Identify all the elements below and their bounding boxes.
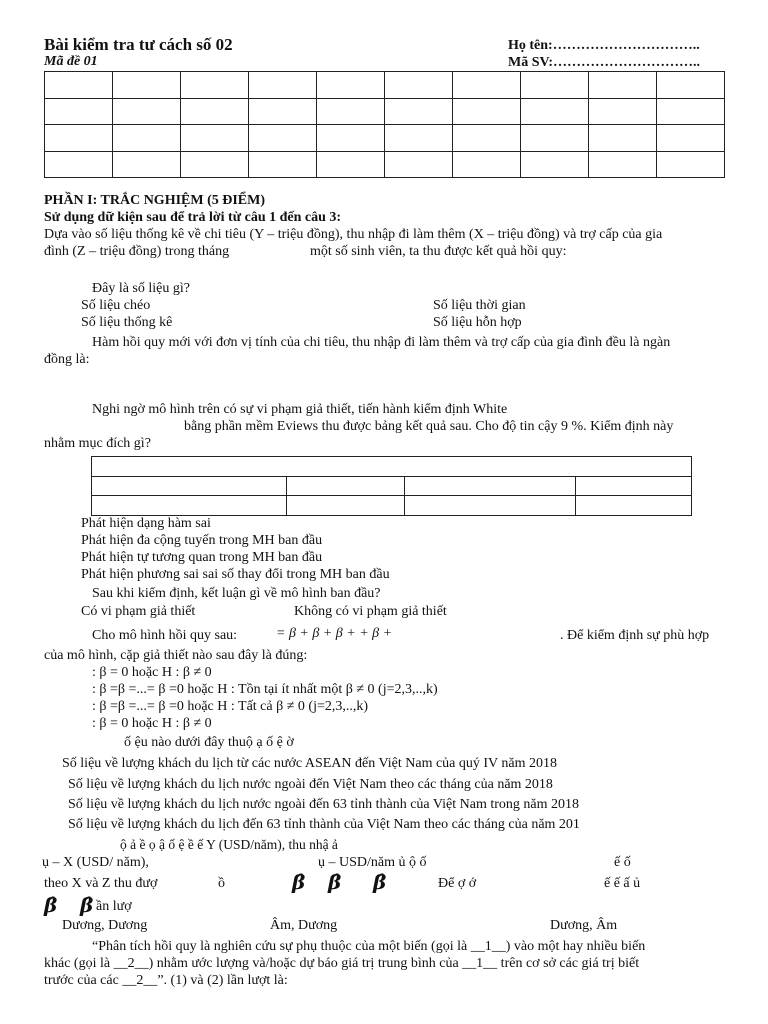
answer-cell[interactable] [657, 72, 725, 99]
answer-cell[interactable] [45, 98, 113, 125]
answer-cell[interactable] [657, 98, 725, 125]
answer-cell[interactable] [453, 125, 521, 152]
answer-cell[interactable] [45, 72, 113, 99]
q7-option-c[interactable]: Dương, Âm [550, 918, 618, 933]
answer-cell[interactable] [181, 151, 249, 178]
q7-line4: ần lượ [96, 899, 132, 914]
answer-cell[interactable] [385, 72, 453, 99]
q5-option-b[interactable]: : β =β =...= β =0 hoặc H : Tồn tại ít nhất một β ≠ 0 (j=2,3,..,k) [92, 682, 438, 697]
answer-cell[interactable] [521, 72, 589, 99]
table-cell [287, 496, 405, 516]
q3-stem-line2: bằng phần mềm Eviews thu được bảng kết quả sau. Cho độ tin cậy 9 %. Kiểm định này [184, 419, 674, 434]
q4-option-b[interactable]: Không có vi phạm giả thiết [294, 604, 447, 619]
q1-option-d[interactable]: Số liệu hỗn hợp [433, 315, 522, 330]
answer-cell[interactable] [521, 98, 589, 125]
answer-cell[interactable] [317, 151, 385, 178]
q6-option-b[interactable]: Số liệu về lượng khách du lịch nước ngoài đến Việt Nam theo các tháng của năm 2018 [68, 777, 553, 792]
q5-stem-start: Cho mô hình hồi quy sau: [92, 628, 238, 643]
answer-cell[interactable] [317, 72, 385, 99]
q1-stem: Đây là số liệu gì? [92, 281, 190, 296]
answer-cell[interactable] [317, 98, 385, 125]
beta-hat-5: β̂ [80, 893, 94, 917]
answer-cell[interactable] [657, 125, 725, 152]
answer-cell[interactable] [385, 151, 453, 178]
q5-formula: = β + β + β + + β + [276, 626, 393, 641]
q7-line3b: ồ [218, 876, 225, 891]
beta-hat-3: β̂ [373, 870, 387, 894]
table-cell [92, 477, 287, 496]
q8-line3: trước của các __2__”. (1) và (2) lần lượt là: [44, 973, 288, 988]
student-id-field[interactable]: Mã SV:………………………….. [508, 55, 700, 70]
student-name-field[interactable]: Họ tên:………………………….. [508, 38, 700, 53]
q5-option-d[interactable]: : β = 0 hoặc H : β ≠ 0 [92, 716, 212, 731]
table-cell [576, 496, 692, 516]
part1-instruction: Sử dụng dữ kiện sau để trả lời từ câu 1 đến câu 3: [44, 210, 342, 225]
answer-cell[interactable] [113, 125, 181, 152]
answer-cell[interactable] [317, 125, 385, 152]
q5-option-c[interactable]: : β =β =...= β =0 hoặc H : Tất cả β ≠ 0 (j=2,3,..,k) [92, 699, 369, 714]
answer-cell[interactable] [453, 72, 521, 99]
q7-line2b: ụ – USD/năm ủ ộ ố [318, 855, 427, 870]
table-cell [405, 477, 576, 496]
q3-option-b[interactable]: Phát hiện đa cộng tuyến trong MH ban đầu [81, 533, 323, 548]
q7-option-b[interactable]: Âm, Dương [270, 918, 338, 933]
answer-cell[interactable] [657, 151, 725, 178]
exam-code: Mã đề 01 [44, 54, 98, 69]
q3-option-a[interactable]: Phát hiện dạng hàm sai [81, 516, 211, 531]
test-title: Bài kiểm tra tư cách số 02 [44, 35, 233, 54]
q5-option-a[interactable]: : β = 0 hoặc H : β ≠ 0 [92, 665, 212, 680]
context-line-1: Dựa vào số liệu thống kê về chi tiêu (Y – triệu đồng), thu nhập đi làm thêm (X – triệu đồng) và trợ cấp của gia [44, 227, 663, 242]
q5-stem-line2: của mô hình, cặp giả thiết nào sau đây là đúng: [44, 648, 308, 663]
answer-cell[interactable] [385, 125, 453, 152]
q7-line2a: ụ – X (USD/ năm), [42, 855, 149, 870]
answer-cell[interactable] [181, 125, 249, 152]
white-test-table [91, 456, 692, 516]
answer-cell[interactable] [589, 98, 657, 125]
table-cell [576, 477, 692, 496]
context-line-2b: một số sinh viên, ta thu được kết quả hồi quy: [310, 244, 567, 259]
answer-cell[interactable] [521, 125, 589, 152]
q6-stem: ố ệu nào dưới đây thuộ ạ ố ệ ờ [124, 735, 294, 750]
answer-cell[interactable] [181, 72, 249, 99]
beta-hat-2: β̂ [328, 870, 342, 894]
table-cell [92, 457, 692, 477]
q7-line2c: ế ố [614, 855, 631, 870]
table-cell [92, 496, 287, 516]
answer-cell[interactable] [589, 151, 657, 178]
beta-hat-1: β̂ [292, 870, 306, 894]
q3-option-c[interactable]: Phát hiện tự tương quan trong MH ban đầu [81, 550, 323, 565]
q7-line3c: Để ợ ớ [438, 876, 477, 891]
q7-line3a: theo X và Z thu đượ [44, 876, 158, 891]
answer-cell[interactable] [113, 72, 181, 99]
answer-grid[interactable] [44, 71, 725, 178]
answer-cell[interactable] [45, 125, 113, 152]
answer-cell[interactable] [45, 151, 113, 178]
q7-option-a[interactable]: Dương, Dương [62, 918, 148, 933]
answer-cell[interactable] [249, 72, 317, 99]
q7-line3d: ế ế ấ ủ [604, 876, 641, 891]
answer-cell[interactable] [589, 72, 657, 99]
q1-option-a[interactable]: Số liệu chéo [81, 298, 151, 313]
answer-cell[interactable] [113, 98, 181, 125]
answer-cell[interactable] [249, 125, 317, 152]
q6-option-d[interactable]: Số liệu về lượng khách du lịch đến 63 tỉnh thành của Việt Nam theo các tháng của năm 201 [68, 817, 580, 832]
answer-cell[interactable] [589, 125, 657, 152]
q1-option-b[interactable]: Số liệu thời gian [433, 298, 526, 313]
q6-option-a[interactable]: Số liệu về lượng khách du lịch từ các nước ASEAN đến Việt Nam của quý IV năm 2018 [62, 756, 558, 771]
table-cell [405, 496, 576, 516]
q2-stem-line1: Hàm hồi quy mới với đơn vị tính của chi tiêu, thu nhập đi làm thêm và trợ cấp của gia đình đều là ngàn [92, 335, 671, 350]
q4-stem: Sau khi kiểm định, kết luận gì về mô hình ban đầu? [92, 586, 381, 601]
q3-stem-line1: Nghi ngờ mô hình trên có sự vi phạm giả thiết, tiến hành kiểm định White [92, 402, 508, 417]
part1-heading: PHẦN I: TRẮC NGHIỆM (5 ĐIỂM) [44, 193, 266, 208]
q7-line1: ộ ả ề ọ ậ ố ệ ề ế Y (USD/năm), thu nhậ ả [120, 837, 338, 852]
answer-cell[interactable] [181, 98, 249, 125]
answer-cell[interactable] [385, 98, 453, 125]
answer-cell[interactable] [249, 151, 317, 178]
table-cell [287, 477, 405, 496]
context-line-2a: đình (Z – triệu đồng) trong tháng [44, 244, 230, 259]
q1-option-c[interactable]: Số liệu thống kê [81, 315, 173, 330]
q2-stem-line2: đồng là: [44, 352, 90, 367]
q6-option-c[interactable]: Số liệu về lượng khách du lịch nước ngoài đến 63 tỉnh thành của Việt Nam trong năm 2018 [68, 797, 580, 812]
q5-stem-end: . Để kiểm định sự phù hợp [560, 628, 710, 643]
q3-option-d[interactable]: Phát hiện phương sai sai số thay đổi trong MH ban đầu [81, 567, 390, 582]
beta-hat-4: β̂ [44, 893, 58, 917]
answer-cell[interactable] [453, 98, 521, 125]
answer-cell[interactable] [521, 151, 589, 178]
q8-line2: khác (gọi là __2__) nhằm ước lượng và/hoặc dự báo giá trị trung bình của __1__ trên cơ sở các giá trị biết [44, 956, 640, 971]
q8-line1: “Phân tích hồi quy là nghiên cứu sự phụ thuộc của một biến (gọi là __1__) vào một hay nhiều biến [92, 939, 646, 954]
q4-option-a[interactable]: Có vi phạm giả thiết [81, 604, 196, 619]
answer-cell[interactable] [113, 151, 181, 178]
answer-cell[interactable] [453, 151, 521, 178]
answer-cell[interactable] [249, 98, 317, 125]
q3-stem-line3: nhằm mục đích gì? [44, 436, 151, 451]
